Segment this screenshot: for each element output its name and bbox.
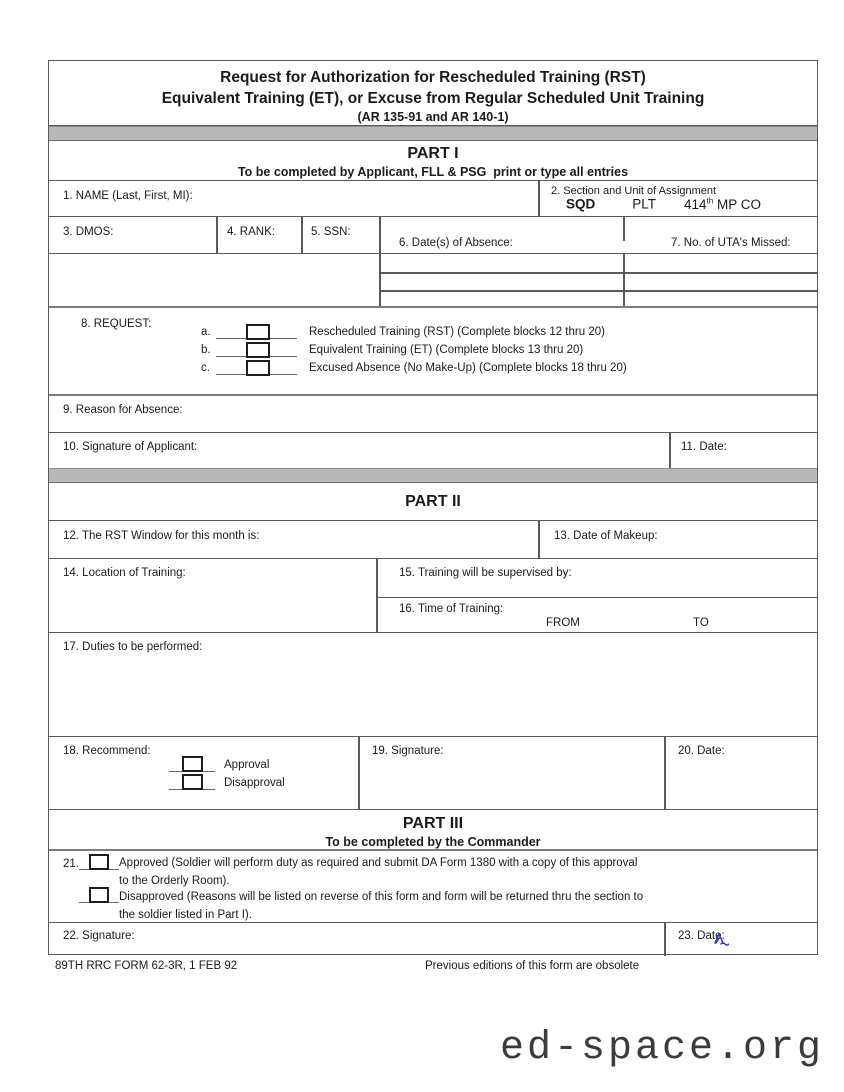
field-22-label: 22. Signature: — [63, 930, 135, 942]
field-18-label: 18. Recommend: — [63, 745, 151, 757]
approved-text-line1: Approved (Soldier will perform duty as required and submit DA Form 1380 with a copy of this approval — [119, 857, 638, 869]
field-15-label: 15. Training will be supervised by: — [399, 567, 572, 579]
rst-window-cell[interactable] — [49, 521, 538, 558]
disapproval-checkbox[interactable] — [182, 774, 203, 790]
unit-sqd: SQD — [566, 196, 596, 212]
field-4-rank-label: 4. RANK: — [227, 226, 275, 238]
field-16-from-label: FROM — [546, 617, 580, 629]
field-2-label: 2. Section and Unit of Assignment — [551, 185, 717, 197]
disapproved-text-line1: Disapproved (Reasons will be listed on reverse of this form and form will be returned thru the section to — [119, 891, 644, 903]
row-name-unit — [49, 181, 817, 217]
commander-decision-section — [49, 851, 817, 923]
form-number-footer: 89TH RRC FORM 62-3R, 1 FEB 92 — [55, 960, 238, 972]
commander-signature-cell[interactable] — [49, 923, 664, 956]
row-dmos-rank-ssn — [49, 217, 817, 254]
date-of-absence-row-3[interactable] — [379, 290, 623, 308]
option-b-checkbox[interactable] — [246, 342, 270, 358]
supervisor-date-cell[interactable] — [664, 737, 817, 809]
option-a-label: Rescheduled Training (RST) (Complete blocks 12 thru 20) — [309, 326, 605, 338]
form-title-block — [49, 61, 817, 126]
option-c-checkbox[interactable] — [246, 360, 270, 376]
option-b-label: Equivalent Training (ET) (Complete blocks 13 thru 20) — [309, 344, 584, 356]
supervisor-signature-cell[interactable] — [358, 737, 664, 809]
form-title-line3: (AR 135-91 and AR 140-1) — [357, 110, 509, 124]
divider — [379, 217, 381, 253]
option-b-letter: b. — [201, 344, 211, 356]
unit-plt: PLT — [632, 196, 657, 212]
approval-label: Approval — [224, 759, 270, 771]
form-title-line1: Request for Authorization for Rescheduled Training (RST) — [220, 69, 646, 86]
time-of-training-cell[interactable] — [376, 598, 817, 632]
field-2-unit-cell[interactable] — [538, 181, 817, 216]
applicant-signature-cell[interactable] — [49, 433, 669, 468]
option-c-label: Excused Absence (No Make-Up) (Complete blocks 18 thru 20) — [309, 362, 627, 374]
option-a-checkbox[interactable] — [246, 324, 270, 340]
location-of-training-cell[interactable] — [49, 559, 376, 632]
applicant-date-cell[interactable] — [669, 433, 817, 468]
field-12-label: 12. The RST Window for this month is: — [63, 530, 260, 542]
row-applicant-signature — [49, 433, 817, 468]
utas-missed-row-2[interactable] — [623, 272, 817, 290]
divider — [301, 217, 303, 253]
row-commander-signature — [49, 923, 817, 956]
part3-subheading: To be completed by the Commander — [325, 835, 541, 849]
utas-missed-row-1[interactable] — [623, 254, 817, 272]
field-16-to-label: TO — [693, 617, 709, 629]
field-14-label: 14. Location of Training: — [63, 567, 186, 579]
recommend-cell — [49, 737, 358, 809]
disapproval-label: Disapproval — [224, 777, 285, 789]
approval-checkbox[interactable] — [182, 756, 203, 772]
field-21-number: 21. — [63, 858, 79, 870]
part3-heading: PART III — [402, 815, 464, 832]
date-of-absence-row-2[interactable] — [379, 272, 623, 290]
form-title-line2: Equivalent Training (ET), or Excuse from Regular Scheduled Unit Training — [161, 90, 705, 107]
field-7-utas-label: 7. No. of UTA's Missed: — [671, 237, 791, 249]
obsolete-notice-footer: Previous editions of this form are obsolete — [425, 960, 640, 972]
request-option-c — [49, 357, 817, 375]
approved-text-line2: to the Orderly Room). — [119, 875, 230, 887]
row-duties[interactable] — [49, 633, 817, 737]
field-17-label: 17. Duties to be performed: — [63, 641, 203, 653]
part1-subheading: To be completed by Applicant, FLL & PSG print or type all entries — [237, 165, 629, 179]
watermark-text: ed-space.org — [499, 1026, 824, 1071]
field-16-label: 16. Time of Training: — [399, 603, 504, 615]
row-location-supervision — [49, 559, 817, 633]
field-23-label: 23. Date: — [678, 930, 725, 942]
disapproved-checkbox[interactable] — [89, 887, 109, 903]
disapproved-text-line2: the soldier listed in Part I). — [119, 909, 252, 921]
row-absence-entries — [49, 254, 817, 308]
field-9-reason-label: 9. Reason for Absence: — [63, 404, 183, 416]
supervised-by-cell[interactable] — [376, 559, 817, 598]
field-11-date-label: 11. Date: — [681, 441, 727, 453]
rst-form — [48, 60, 818, 955]
utas-missed-row-3[interactable] — [623, 290, 817, 308]
field-20-label: 20. Date: — [678, 745, 725, 757]
divider-bar-1 — [49, 126, 817, 141]
commander-date-cell[interactable] — [664, 923, 817, 956]
field-1-name-label: 1. NAME (Last, First, MI): — [63, 190, 193, 202]
field-2-value — [566, 196, 761, 212]
unit-name: 414th MP CO — [684, 196, 761, 212]
request-section — [49, 308, 817, 396]
field-6-dates-label: 6. Date(s) of Absence: — [399, 237, 513, 249]
part3-header — [49, 809, 817, 851]
field-8-request-label: 8. REQUEST: — [81, 318, 152, 330]
part1-header — [49, 141, 817, 181]
field-19-label: 19. Signature: — [372, 745, 444, 757]
part1-heading: PART I — [407, 145, 459, 162]
request-option-b — [49, 339, 817, 357]
approved-checkbox[interactable] — [89, 854, 109, 870]
part2-heading: PART II — [405, 493, 461, 510]
part2-header — [49, 483, 817, 521]
field-5-ssn-label: 5. SSN: — [311, 226, 351, 238]
pen-scribble-icon — [713, 933, 729, 947]
field-3-dmos-label: 3. DMOS: — [63, 226, 114, 238]
date-of-makeup-cell[interactable] — [538, 521, 817, 558]
date-of-absence-row-1[interactable] — [379, 254, 623, 272]
row-reason-absence[interactable] — [49, 396, 817, 433]
option-c-letter: c. — [201, 362, 210, 374]
dmos-rank-ssn-entry-area[interactable] — [49, 254, 379, 306]
request-option-a — [49, 321, 817, 339]
divider-bar-2 — [49, 468, 817, 483]
field-10-signature-label: 10. Signature of Applicant: — [63, 441, 198, 453]
divider — [216, 217, 218, 253]
field-13-label: 13. Date of Makeup: — [554, 530, 658, 542]
row-recommend-signature — [49, 737, 817, 809]
row-rst-window — [49, 521, 817, 559]
option-a-letter: a. — [201, 326, 211, 338]
divider — [623, 217, 625, 241]
